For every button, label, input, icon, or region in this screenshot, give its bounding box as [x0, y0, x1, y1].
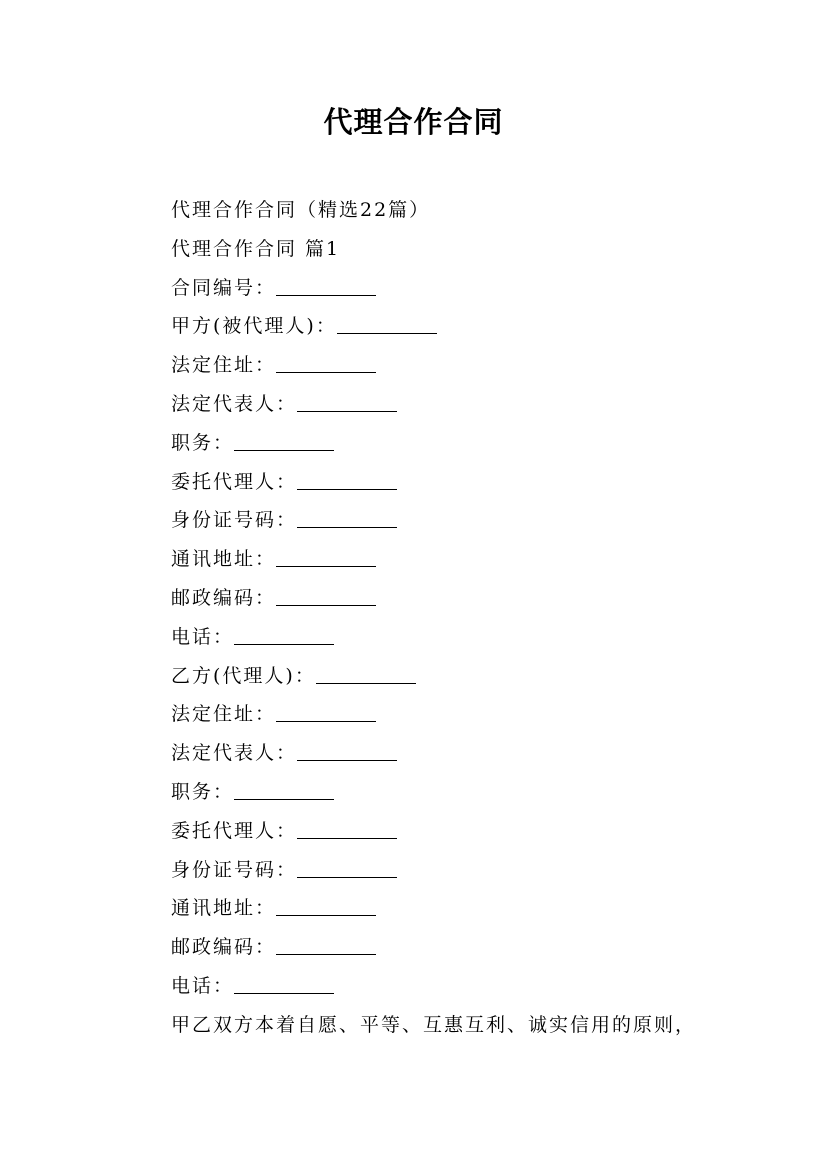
field-label: 合同编号：	[171, 276, 277, 299]
fill-in-blank	[297, 818, 397, 839]
body-line	[171, 1006, 771, 1045]
field-label: 邮政编码：	[171, 936, 277, 959]
form-field	[171, 812, 771, 851]
field-label: 身份证号码：	[171, 858, 298, 881]
field-label: 邮政编码：	[171, 586, 277, 609]
fill-in-blank	[337, 313, 437, 334]
field-label: 通讯地址：	[171, 548, 277, 571]
form-field	[171, 307, 771, 346]
form-field	[171, 695, 771, 734]
fill-in-blank	[234, 430, 334, 451]
line-text: 代理合作合同 篇1	[171, 237, 341, 260]
form-field	[171, 967, 771, 1006]
form-field	[171, 463, 771, 502]
field-label: 甲方(被代理人)：	[171, 315, 337, 338]
line-text: 代理合作合同（精选22篇）	[171, 199, 431, 221]
fill-in-blank	[234, 973, 334, 994]
fill-in-blank	[297, 507, 397, 528]
field-label: 委托代理人：	[171, 470, 298, 493]
fill-in-blank	[234, 624, 334, 645]
form-field	[171, 889, 771, 928]
field-label: 法定住址：	[171, 703, 277, 726]
fill-in-blank	[234, 779, 334, 800]
fill-in-blank	[276, 275, 376, 296]
fill-in-blank	[297, 740, 397, 761]
form-field	[171, 346, 771, 385]
field-label: 法定住址：	[171, 354, 277, 377]
document-body	[171, 191, 771, 1045]
form-field	[171, 734, 771, 773]
fill-in-blank	[276, 934, 376, 955]
field-label: 委托代理人：	[171, 819, 298, 842]
fill-in-blank	[297, 469, 397, 490]
fill-in-blank	[276, 895, 376, 916]
document-title: 代理合作合同	[323, 105, 504, 139]
fill-in-blank	[276, 585, 376, 606]
field-label: 乙方(代理人)：	[171, 664, 316, 687]
form-field	[171, 851, 771, 890]
fill-in-blank	[297, 857, 397, 878]
form-field	[171, 579, 771, 618]
form-field	[171, 501, 771, 540]
field-label: 身份证号码：	[171, 509, 298, 532]
fill-in-blank	[297, 391, 397, 412]
form-field	[171, 928, 771, 967]
field-label: 通讯地址：	[171, 897, 277, 920]
field-label: 电话：	[171, 625, 235, 648]
field-label: 电话：	[171, 974, 235, 997]
field-label: 法定代表人：	[171, 742, 298, 765]
field-label: 法定代表人：	[171, 392, 298, 415]
body-line	[171, 191, 771, 230]
form-field	[171, 424, 771, 463]
form-field	[171, 540, 771, 579]
fill-in-blank	[276, 352, 376, 373]
field-label: 职务：	[171, 780, 235, 803]
form-field	[171, 773, 771, 812]
form-field	[171, 385, 771, 424]
form-field	[171, 269, 771, 308]
fill-in-blank	[316, 663, 416, 684]
line-text: 甲乙双方本着自愿、平等、互惠互利、诚实信用的原则，	[171, 1013, 697, 1036]
field-label: 职务：	[171, 431, 235, 454]
form-field	[171, 657, 771, 696]
fill-in-blank	[276, 546, 376, 567]
body-line	[171, 230, 771, 269]
fill-in-blank	[276, 701, 376, 722]
form-field	[171, 618, 771, 657]
